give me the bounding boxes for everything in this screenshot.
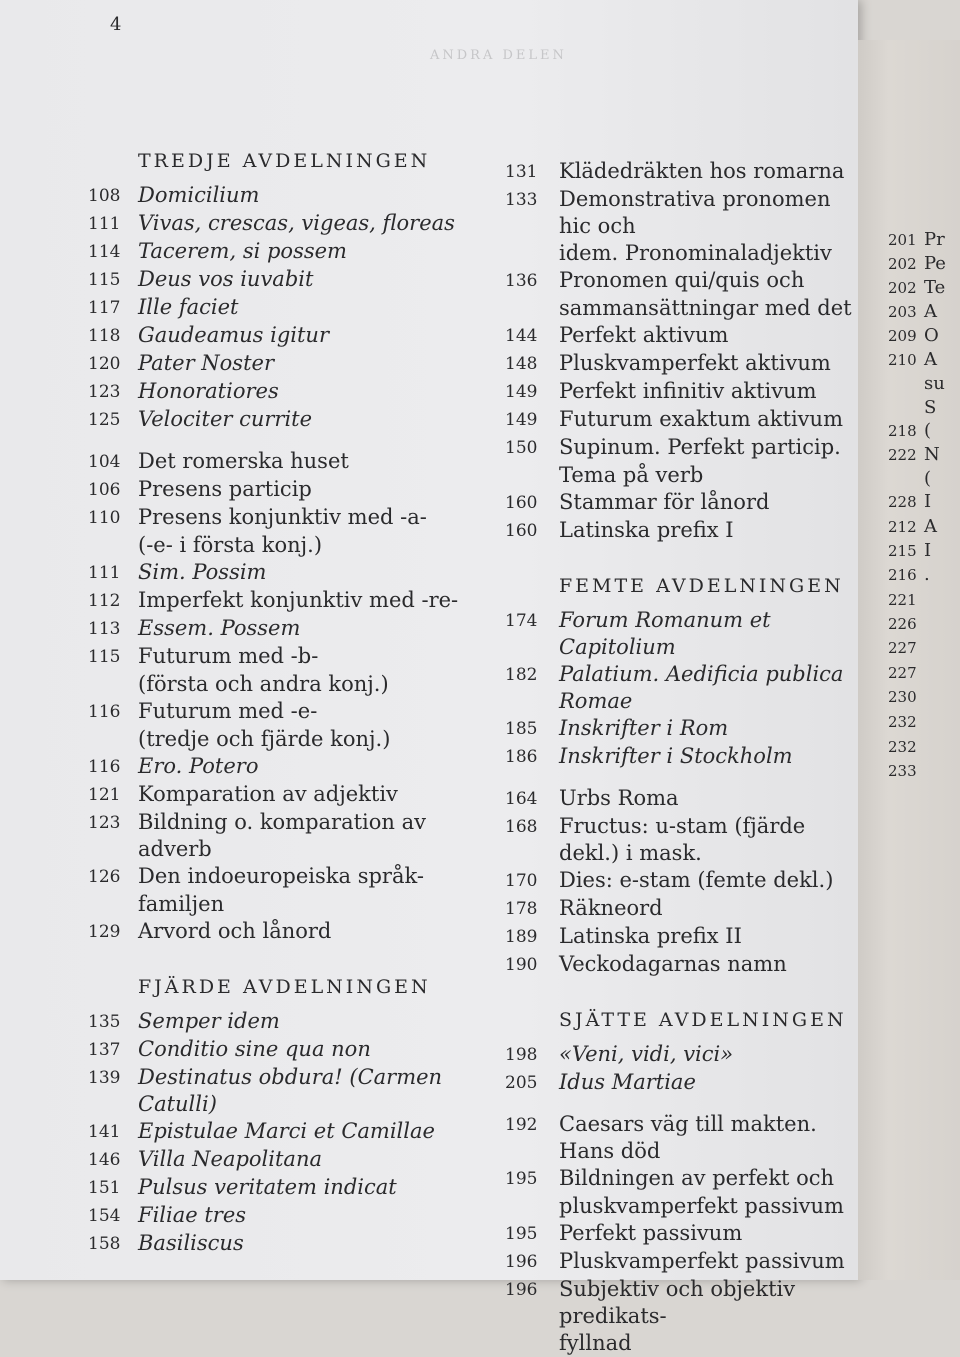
toc-entry xyxy=(505,923,865,951)
toc-entry-page xyxy=(888,372,924,373)
toc-entry xyxy=(888,252,960,276)
toc-entry xyxy=(505,1111,865,1165)
toc-entry-title: Pater Noster xyxy=(138,351,274,375)
toc-entry-title: A xyxy=(924,349,937,370)
toc-entry xyxy=(505,350,865,378)
toc-entry xyxy=(88,587,498,615)
toc-entry-title: Arvord och lånord xyxy=(138,919,332,943)
toc-entry-page: 137 xyxy=(88,1040,121,1060)
toc-entry-page: 205 xyxy=(505,1073,538,1093)
toc-entry-page: 227 xyxy=(888,664,917,682)
toc-entry-page xyxy=(505,295,559,296)
toc-entry-page: 146 xyxy=(88,1150,121,1170)
toc-entry-page: 117 xyxy=(88,298,121,318)
toc-entry-title: Presens particip xyxy=(138,477,312,501)
toc-entry xyxy=(505,186,865,240)
toc-entry-page: 215 xyxy=(888,542,917,560)
toc-entry xyxy=(505,895,865,923)
toc-entry-page: 112 xyxy=(88,591,121,611)
toc-entry-title: (första och andra konj.) xyxy=(138,672,389,696)
toc-entry xyxy=(505,661,865,715)
toc-entry-title: (tredje och fjärde konj.) xyxy=(138,727,391,751)
toc-entry-page: 232 xyxy=(888,713,917,731)
toc-entry-page: 232 xyxy=(888,738,917,756)
toc-entry xyxy=(88,891,498,918)
toc-entry-page: 202 xyxy=(888,279,917,297)
toc-entry-page: 115 xyxy=(88,647,121,667)
toc-entry-title: Tacerem, si possem xyxy=(138,239,347,263)
toc-entry-title: Bildning o. komparation av adverb xyxy=(138,810,427,861)
toc-entry-title: ( xyxy=(924,420,932,441)
toc-entry xyxy=(88,504,498,532)
toc-entry-title: pluskvamperfekt passivum xyxy=(559,1194,844,1218)
toc-entry xyxy=(505,715,865,743)
toc-entry-title: I xyxy=(924,540,932,561)
toc-entry-title: Caesars väg till makten. Hans död xyxy=(559,1112,817,1163)
toc-entry-title: O xyxy=(924,325,939,346)
toc-entry-page: 198 xyxy=(505,1045,538,1065)
toc-entry xyxy=(505,517,865,545)
toc-entry-title: A xyxy=(924,516,937,537)
page-number: 4 xyxy=(110,14,122,35)
toc-entry-title: Imperfekt konjunktiv med -re- xyxy=(138,588,459,612)
toc-entry xyxy=(505,406,865,434)
toc-entry xyxy=(888,443,960,467)
toc-entry-page: 174 xyxy=(505,611,538,631)
toc-entry xyxy=(505,1165,865,1193)
toc-entry-page xyxy=(505,240,559,241)
toc-entry-title: ( xyxy=(924,468,932,489)
toc-entry-page: 218 xyxy=(888,422,917,440)
toc-entry-page: 222 xyxy=(888,446,917,464)
toc-entry xyxy=(505,607,865,661)
toc-entry-title: Conditio sine qua non xyxy=(138,1037,371,1061)
toc-entry xyxy=(88,726,498,753)
toc-entry xyxy=(88,1008,498,1036)
toc-entry xyxy=(88,643,498,671)
toc-entry-page: 230 xyxy=(888,688,917,706)
toc-entry-page: 150 xyxy=(505,438,538,458)
toc-entry-title: Velociter currite xyxy=(138,407,313,431)
toc-entry-page: 202 xyxy=(888,255,917,273)
toc-entry xyxy=(888,735,960,759)
toc-entry-page: 186 xyxy=(505,747,538,767)
toc-entry xyxy=(88,350,498,378)
toc-entry-title: Perfekt passivum xyxy=(559,1221,743,1245)
toc-entry-title: Palatium. Aedificia publica Romae xyxy=(559,662,844,713)
toc-entry-title: Supinum. Perfekt particip. xyxy=(559,435,841,459)
toc-entry-title: Räkneord xyxy=(559,896,663,920)
toc-entry xyxy=(505,267,865,295)
toc-entry-page: 154 xyxy=(88,1206,121,1226)
toc-entry xyxy=(888,300,960,324)
toc-entry-title: Perfekt aktivum xyxy=(559,323,729,347)
toc-entry-title: Pe xyxy=(924,253,946,274)
section-spacer xyxy=(505,545,865,575)
toc-entry xyxy=(88,1174,498,1202)
toc-entry xyxy=(88,918,498,946)
toc-entry xyxy=(505,322,865,350)
section-heading: TREDJE AVDELNINGEN xyxy=(138,150,431,172)
toc-entry xyxy=(88,671,498,698)
toc-entry-page: 148 xyxy=(505,354,538,374)
toc-entry-page: 123 xyxy=(88,813,121,833)
toc-entry xyxy=(888,685,960,709)
toc-entry xyxy=(88,781,498,809)
toc-entry-title: Klädedräkten hos romarna xyxy=(559,159,845,183)
toc-entry xyxy=(88,378,498,406)
toc-entry-page: 203 xyxy=(888,303,917,321)
toc-entry xyxy=(888,515,960,539)
toc-entry-title: Domicilium xyxy=(138,183,260,207)
toc-entry-title: Presens konjunktiv med -a- xyxy=(138,505,427,529)
toc-entry xyxy=(88,1146,498,1174)
toc-entry xyxy=(888,490,960,514)
toc-entry xyxy=(888,372,960,395)
toc-entry xyxy=(888,710,960,734)
toc-entry-page: 116 xyxy=(88,757,121,777)
toc-entry-title: Demonstrativa pronomen hic och xyxy=(559,187,831,238)
toc-entry xyxy=(888,563,960,587)
toc-entry xyxy=(88,182,498,210)
toc-entry-page xyxy=(88,532,138,533)
toc-entry-page: 111 xyxy=(88,563,121,583)
toc-entry-page: 190 xyxy=(505,955,538,975)
toc-entry xyxy=(505,158,865,186)
toc-entry-page: 192 xyxy=(505,1115,538,1135)
toc-entry-page: 189 xyxy=(505,927,538,947)
toc-entry-page: 164 xyxy=(505,789,538,809)
toc-entry-title: Destinatus obdura! (Carmen Catulli) xyxy=(138,1065,443,1116)
toc-entry xyxy=(88,698,498,726)
toc-entry-title: I xyxy=(924,491,932,512)
toc-entry-page: 227 xyxy=(888,639,917,657)
toc-entry xyxy=(505,1069,865,1097)
section-heading: FEMTE AVDELNINGEN xyxy=(559,575,844,597)
toc-entry-title: S xyxy=(924,397,937,418)
toc-entry-page: 113 xyxy=(88,619,121,639)
toc-entry-page xyxy=(888,467,924,468)
toc-entry xyxy=(505,951,865,979)
toc-entry-page: 160 xyxy=(505,493,538,513)
toc-entry-title: Honoratiores xyxy=(138,379,279,403)
toc-entry xyxy=(88,448,498,476)
toc-entry-page: 141 xyxy=(88,1122,121,1142)
toc-entry-title: Veckodagarnas namn xyxy=(559,952,787,976)
toc-middle-column xyxy=(505,158,865,1357)
toc-entry-title: Den indoeuropeiska språk- xyxy=(138,864,424,888)
toc-entry-page: 126 xyxy=(88,867,121,887)
toc-entry xyxy=(888,588,960,612)
toc-entry xyxy=(88,1036,498,1064)
toc-entry xyxy=(505,240,865,267)
toc-entry-title: Basiliscus xyxy=(138,1231,244,1255)
toc-entry xyxy=(88,210,498,238)
toc-entry xyxy=(88,476,498,504)
toc-entry-page: 139 xyxy=(88,1068,121,1088)
section-spacer xyxy=(88,946,498,976)
toc-entry-title: Filiae tres xyxy=(138,1203,247,1227)
toc-entry xyxy=(88,559,498,587)
toc-entry-title: Epistulae Marci et Camillae xyxy=(138,1119,435,1143)
toc-entry-page: 106 xyxy=(88,480,121,500)
toc-entry-page: 178 xyxy=(505,899,538,919)
toc-entry xyxy=(888,661,960,685)
toc-entry-title: Inskrifter i Stockholm xyxy=(559,744,793,768)
toc-entry-page: 221 xyxy=(888,591,917,609)
toc-entry-title: Forum Romanum et Capitolium xyxy=(559,608,771,659)
group-spacer xyxy=(505,1097,865,1111)
toc-entry-title: Te xyxy=(924,277,946,298)
toc-entry-title: Villa Neapolitana xyxy=(138,1147,322,1171)
toc-left-column xyxy=(88,150,498,1258)
toc-entry-page: 104 xyxy=(88,452,121,472)
group-spacer xyxy=(88,434,498,448)
toc-entry-page xyxy=(505,1193,559,1194)
toc-entry-page: 110 xyxy=(88,508,121,528)
toc-entry-title: Deus vos iuvabit xyxy=(138,267,314,291)
toc-entry-page: 195 xyxy=(505,1224,538,1244)
toc-entry xyxy=(88,1064,498,1118)
toc-entry-page: 196 xyxy=(505,1280,538,1300)
toc-entry-title: Pronomen qui/quis och xyxy=(559,268,805,292)
toc-entry xyxy=(888,348,960,372)
toc-entry-page: 120 xyxy=(88,354,121,374)
toc-entry-page: 185 xyxy=(505,719,538,739)
toc-entry-page: 133 xyxy=(505,190,538,210)
toc-entry-page xyxy=(505,462,559,463)
toc-entry-title: Dies: e-stam (femte dekl.) xyxy=(559,868,834,892)
toc-entry-title: Tema på verb xyxy=(559,463,704,487)
toc-entry-page: 212 xyxy=(888,518,917,536)
toc-entry-title: Futurum exaktum aktivum xyxy=(559,407,843,431)
toc-entry-title: Gaudeamus igitur xyxy=(138,323,329,347)
toc-entry xyxy=(888,759,960,783)
toc-entry-title: Stammar för lånord xyxy=(559,490,770,514)
toc-entry xyxy=(505,1041,865,1069)
section-heading: SJÄTTE AVDELNINGEN xyxy=(559,1009,847,1031)
toc-entry-title: sammansättningar med det xyxy=(559,296,852,320)
toc-entry-page: 158 xyxy=(88,1234,121,1254)
toc-entry xyxy=(88,863,498,891)
toc-entry-title: su xyxy=(924,373,945,394)
toc-entry xyxy=(888,228,960,252)
toc-entry xyxy=(88,294,498,322)
toc-entry-title: «Veni, vidi, vici» xyxy=(559,1042,734,1066)
toc-entry-title: Pulsus veritatem indicat xyxy=(138,1175,397,1199)
toc-entry xyxy=(888,324,960,348)
toc-entry xyxy=(88,1118,498,1146)
toc-entry-page: 118 xyxy=(88,326,121,346)
toc-entry-page: 136 xyxy=(505,271,538,291)
toc-entry-title: Ille faciet xyxy=(138,295,239,319)
toc-right-column-partial xyxy=(888,228,960,783)
toc-entry-page xyxy=(88,671,138,672)
toc-entry xyxy=(505,1248,865,1276)
toc-entry-title: idem. Pronominaladjektiv xyxy=(559,241,832,265)
toc-entry-page: 121 xyxy=(88,785,121,805)
toc-entry-title: Sim. Possim xyxy=(138,560,267,584)
group-spacer xyxy=(505,771,865,785)
toc-entry-title: Idus Martiae xyxy=(559,1070,696,1094)
toc-entry xyxy=(505,462,865,489)
toc-entry-page: 129 xyxy=(88,922,121,942)
toc-entry-title: A xyxy=(924,301,937,322)
toc-entry-page: 195 xyxy=(505,1169,538,1189)
toc-entry-page: 226 xyxy=(888,615,917,633)
toc-entry xyxy=(88,406,498,434)
toc-entry xyxy=(505,813,865,867)
toc-entry xyxy=(505,1220,865,1248)
toc-entry xyxy=(88,266,498,294)
toc-entry-title: Perfekt infinitiv aktivum xyxy=(559,379,817,403)
toc-entry xyxy=(505,378,865,406)
toc-entry xyxy=(888,636,960,660)
toc-entry-title: fyllnad xyxy=(559,1331,632,1355)
toc-entry-page: 123 xyxy=(88,382,121,402)
toc-entry-title: Komparation av adjektiv xyxy=(138,782,398,806)
toc-entry-page: 182 xyxy=(505,665,538,685)
toc-entry-title: Ero. Potero xyxy=(138,754,259,778)
toc-entry-page xyxy=(888,396,924,397)
toc-entry xyxy=(888,467,960,490)
toc-entry-title: Semper idem xyxy=(138,1009,280,1033)
toc-entry-title: Futurum med -e- xyxy=(138,699,318,723)
toc-entry-page xyxy=(88,891,138,892)
toc-entry xyxy=(505,867,865,895)
toc-entry-page: 201 xyxy=(888,231,917,249)
section-spacer xyxy=(505,979,865,1009)
toc-entry-title: N xyxy=(924,444,940,465)
toc-entry-page: 149 xyxy=(505,382,538,402)
toc-entry xyxy=(505,295,865,322)
toc-entry-page: 111 xyxy=(88,214,121,234)
toc-entry-page: 210 xyxy=(888,351,917,369)
toc-entry-page: 209 xyxy=(888,327,917,345)
toc-entry-page: 144 xyxy=(505,326,538,346)
toc-entry-page: 233 xyxy=(888,762,917,780)
toc-entry xyxy=(505,743,865,771)
toc-entry-title: Subjektiv och objektiv predikats- xyxy=(559,1277,796,1328)
toc-entry xyxy=(505,1276,865,1330)
toc-entry-title: Essem. Possem xyxy=(138,616,301,640)
toc-entry xyxy=(888,396,960,419)
toc-entry-page: 196 xyxy=(505,1252,538,1272)
toc-entry-title: familjen xyxy=(138,892,225,916)
toc-entry-page xyxy=(88,726,138,727)
toc-entry xyxy=(505,785,865,813)
toc-entry-page: 228 xyxy=(888,493,917,511)
toc-entry-title: Vivas, crescas, vigeas, floreas xyxy=(138,211,455,235)
toc-entry-page: 115 xyxy=(88,270,121,290)
toc-entry-title: Det romerska huset xyxy=(138,449,349,473)
toc-entry-title: . xyxy=(924,564,930,585)
section-heading: FJÄRDE AVDELNINGEN xyxy=(138,976,431,998)
toc-entry xyxy=(888,539,960,563)
toc-entry-page: 160 xyxy=(505,521,538,541)
toc-entry-title: Pr xyxy=(924,229,945,250)
toc-entry-title: (-e- i första konj.) xyxy=(138,533,323,557)
toc-entry xyxy=(88,809,498,863)
toc-entry-title: Latinska prefix II xyxy=(559,924,742,948)
toc-entry xyxy=(888,612,960,636)
toc-entry xyxy=(88,532,498,559)
toc-entry-title: Futurum med -b- xyxy=(138,644,319,668)
toc-entry xyxy=(505,1193,865,1220)
toc-entry xyxy=(88,1202,498,1230)
toc-entry xyxy=(888,276,960,300)
toc-entry-page: 108 xyxy=(88,186,121,206)
toc-entry xyxy=(88,1230,498,1258)
toc-entry-title: Inskrifter i Rom xyxy=(559,716,729,740)
toc-entry xyxy=(505,489,865,517)
toc-entry-page: 125 xyxy=(88,410,121,430)
toc-entry xyxy=(888,419,960,443)
toc-entry xyxy=(88,322,498,350)
toc-entry-page xyxy=(505,1330,559,1331)
toc-entry-title: Urbs Roma xyxy=(559,786,679,810)
toc-entry-title: Fructus: u-stam (fjärde dekl.) i mask. xyxy=(559,814,806,865)
toc-entry-page: 114 xyxy=(88,242,121,262)
toc-entry-page: 216 xyxy=(888,566,917,584)
toc-entry-title: Pluskvamperfekt passivum xyxy=(559,1249,845,1273)
toc-entry-title: Bildningen av perfekt och xyxy=(559,1166,835,1190)
toc-entry-page: 116 xyxy=(88,702,121,722)
toc-entry-title: Pluskvamperfekt aktivum xyxy=(559,351,831,375)
toc-entry xyxy=(505,434,865,462)
toc-entry xyxy=(505,1330,865,1357)
toc-entry-page: 131 xyxy=(505,162,538,182)
toc-entry-page: 168 xyxy=(505,817,538,837)
toc-entry-title: Latinska prefix I xyxy=(559,518,734,542)
toc-entry xyxy=(88,753,498,781)
toc-entry-page: 135 xyxy=(88,1012,121,1032)
toc-entry xyxy=(88,615,498,643)
toc-entry-page: 149 xyxy=(505,410,538,430)
toc-entry-page: 170 xyxy=(505,871,538,891)
bleed-through-text: ANDRA DELEN xyxy=(430,48,567,63)
toc-entry-page: 151 xyxy=(88,1178,121,1198)
toc-entry xyxy=(88,238,498,266)
